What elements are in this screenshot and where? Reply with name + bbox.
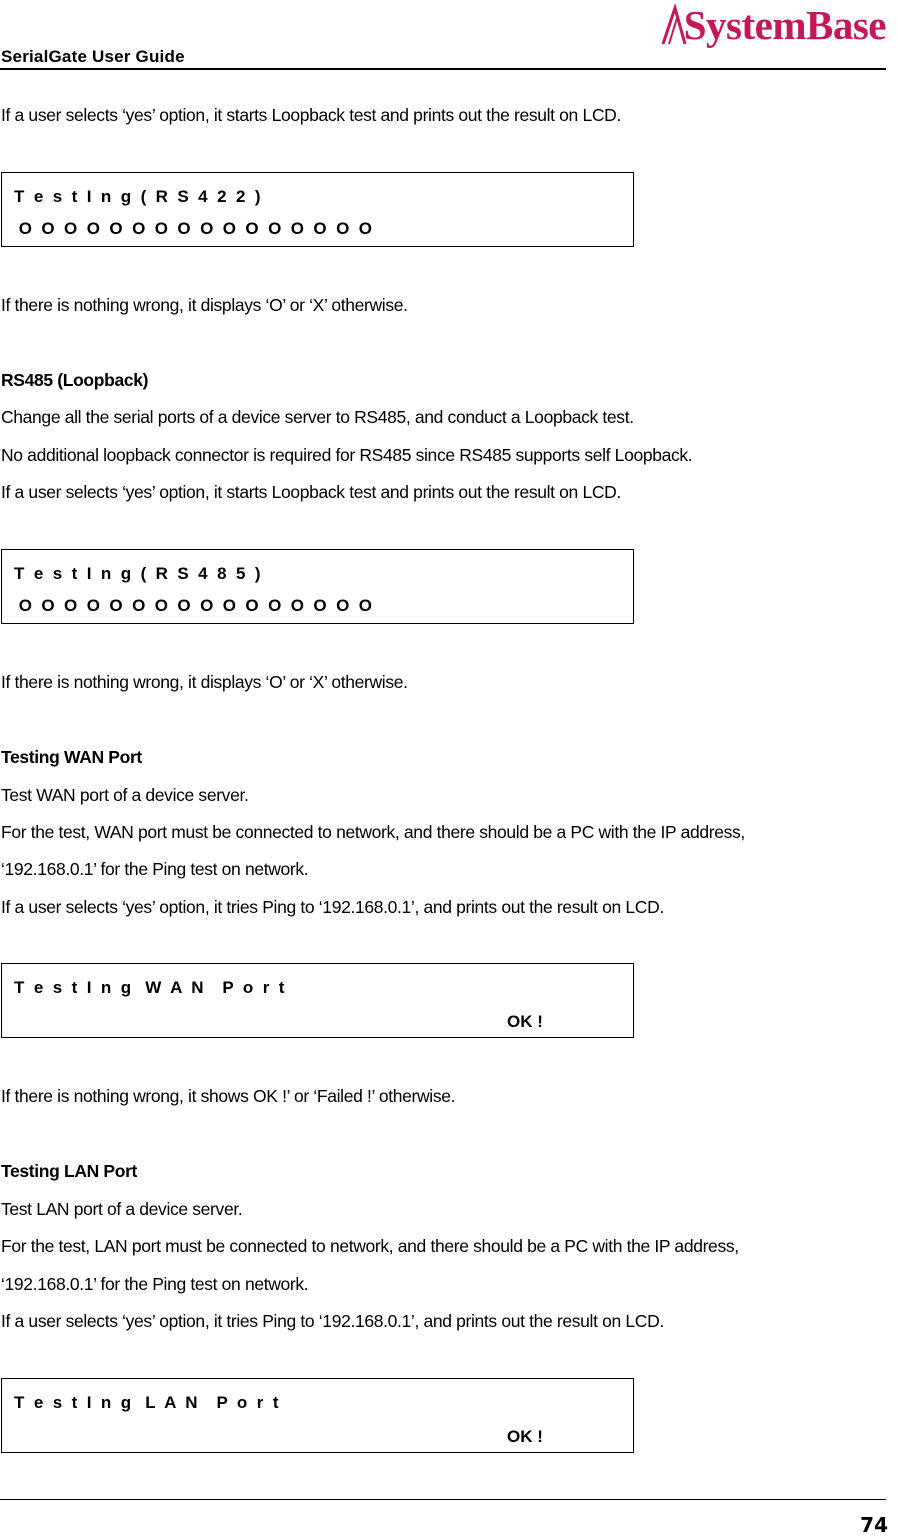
heading-rs485: RS485 (Loopback) <box>1 370 149 390</box>
lcd-line-2: O O O O O O O O O O O O O O O O <box>14 596 372 615</box>
heading-wan: Testing WAN Port <box>1 747 142 767</box>
systembase-logo <box>659 2 886 48</box>
lcd-line-1: T e s t I n g L A N P o r t <box>14 1393 279 1412</box>
lcd-result: OK ! <box>507 1427 543 1446</box>
doc-title: SerialGate User Guide <box>1 47 185 66</box>
paragraph-rs485-result: If there is nothing wrong, it displays ‘O’ or ‘X’ otherwise. <box>1 672 408 692</box>
lcd-display-rs485 <box>1 549 634 624</box>
lcd-display-wan <box>1 963 634 1038</box>
paragraph-wan-4: If a user selects ‘yes’ option, it tries Ping to ‘192.168.0.1’, and prints out the result on LCD. <box>1 897 664 917</box>
paragraph-lan-2: For the test, LAN port must be connected to network, and there should be a PC with the IP address, <box>1 1236 739 1256</box>
paragraph-lan-4: If a user selects ‘yes’ option, it tries Ping to ‘192.168.0.1’, and prints out the result on LCD. <box>1 1311 664 1331</box>
lcd-line-1: T e s t I n g ( R S 4 2 2 ) <box>14 187 261 206</box>
lcd-line-2: O O O O O O O O O O O O O O O O <box>14 219 372 238</box>
paragraph-rs422-loopback: If a user selects ‘yes’ option, it starts Loopback test and prints out the result on LCD. <box>1 105 621 125</box>
paragraph-lan-1: Test LAN port of a device server. <box>1 1199 243 1219</box>
paragraph-wan-2: For the test, WAN port must be connected to network, and there should be a PC with the IP address, <box>1 822 745 842</box>
lcd-display-lan <box>1 1378 634 1453</box>
paragraph-wan-1: Test WAN port of a device server. <box>1 785 249 805</box>
page-header <box>0 0 886 70</box>
page-number: 74 <box>860 1513 888 1537</box>
footer-divider <box>0 1499 886 1500</box>
paragraph-rs485-1: Change all the serial ports of a device server to RS485, and conduct a Loopback test. <box>1 407 634 427</box>
logo-text: SystemBase <box>683 2 886 48</box>
lcd-line-1: T e s t I n g W A N P o r t <box>14 978 285 997</box>
lcd-result: OK ! <box>507 1012 543 1031</box>
paragraph-wan-3: ‘192.168.0.1’ for the Ping test on network. <box>1 859 309 879</box>
systembase-logo-icon <box>659 4 687 48</box>
paragraph-rs485-2: No additional loopback connector is required for RS485 since RS485 supports self Loopback. <box>1 445 693 465</box>
lcd-display-rs422 <box>1 172 634 247</box>
paragraph-rs422-result: If there is nothing wrong, it displays ‘O’ or ‘X’ otherwise. <box>1 295 408 315</box>
lcd-line-1: T e s t I n g ( R S 4 8 5 ) <box>14 564 261 583</box>
heading-lan: Testing LAN Port <box>1 1161 138 1181</box>
paragraph-lan-3: ‘192.168.0.1’ for the Ping test on network. <box>1 1274 309 1294</box>
paragraph-wan-result: If there is nothing wrong, it shows OK !’ or ‘Failed !’ otherwise. <box>1 1086 456 1106</box>
paragraph-rs485-3: If a user selects ‘yes’ option, it starts Loopback test and prints out the result on LCD. <box>1 482 621 502</box>
